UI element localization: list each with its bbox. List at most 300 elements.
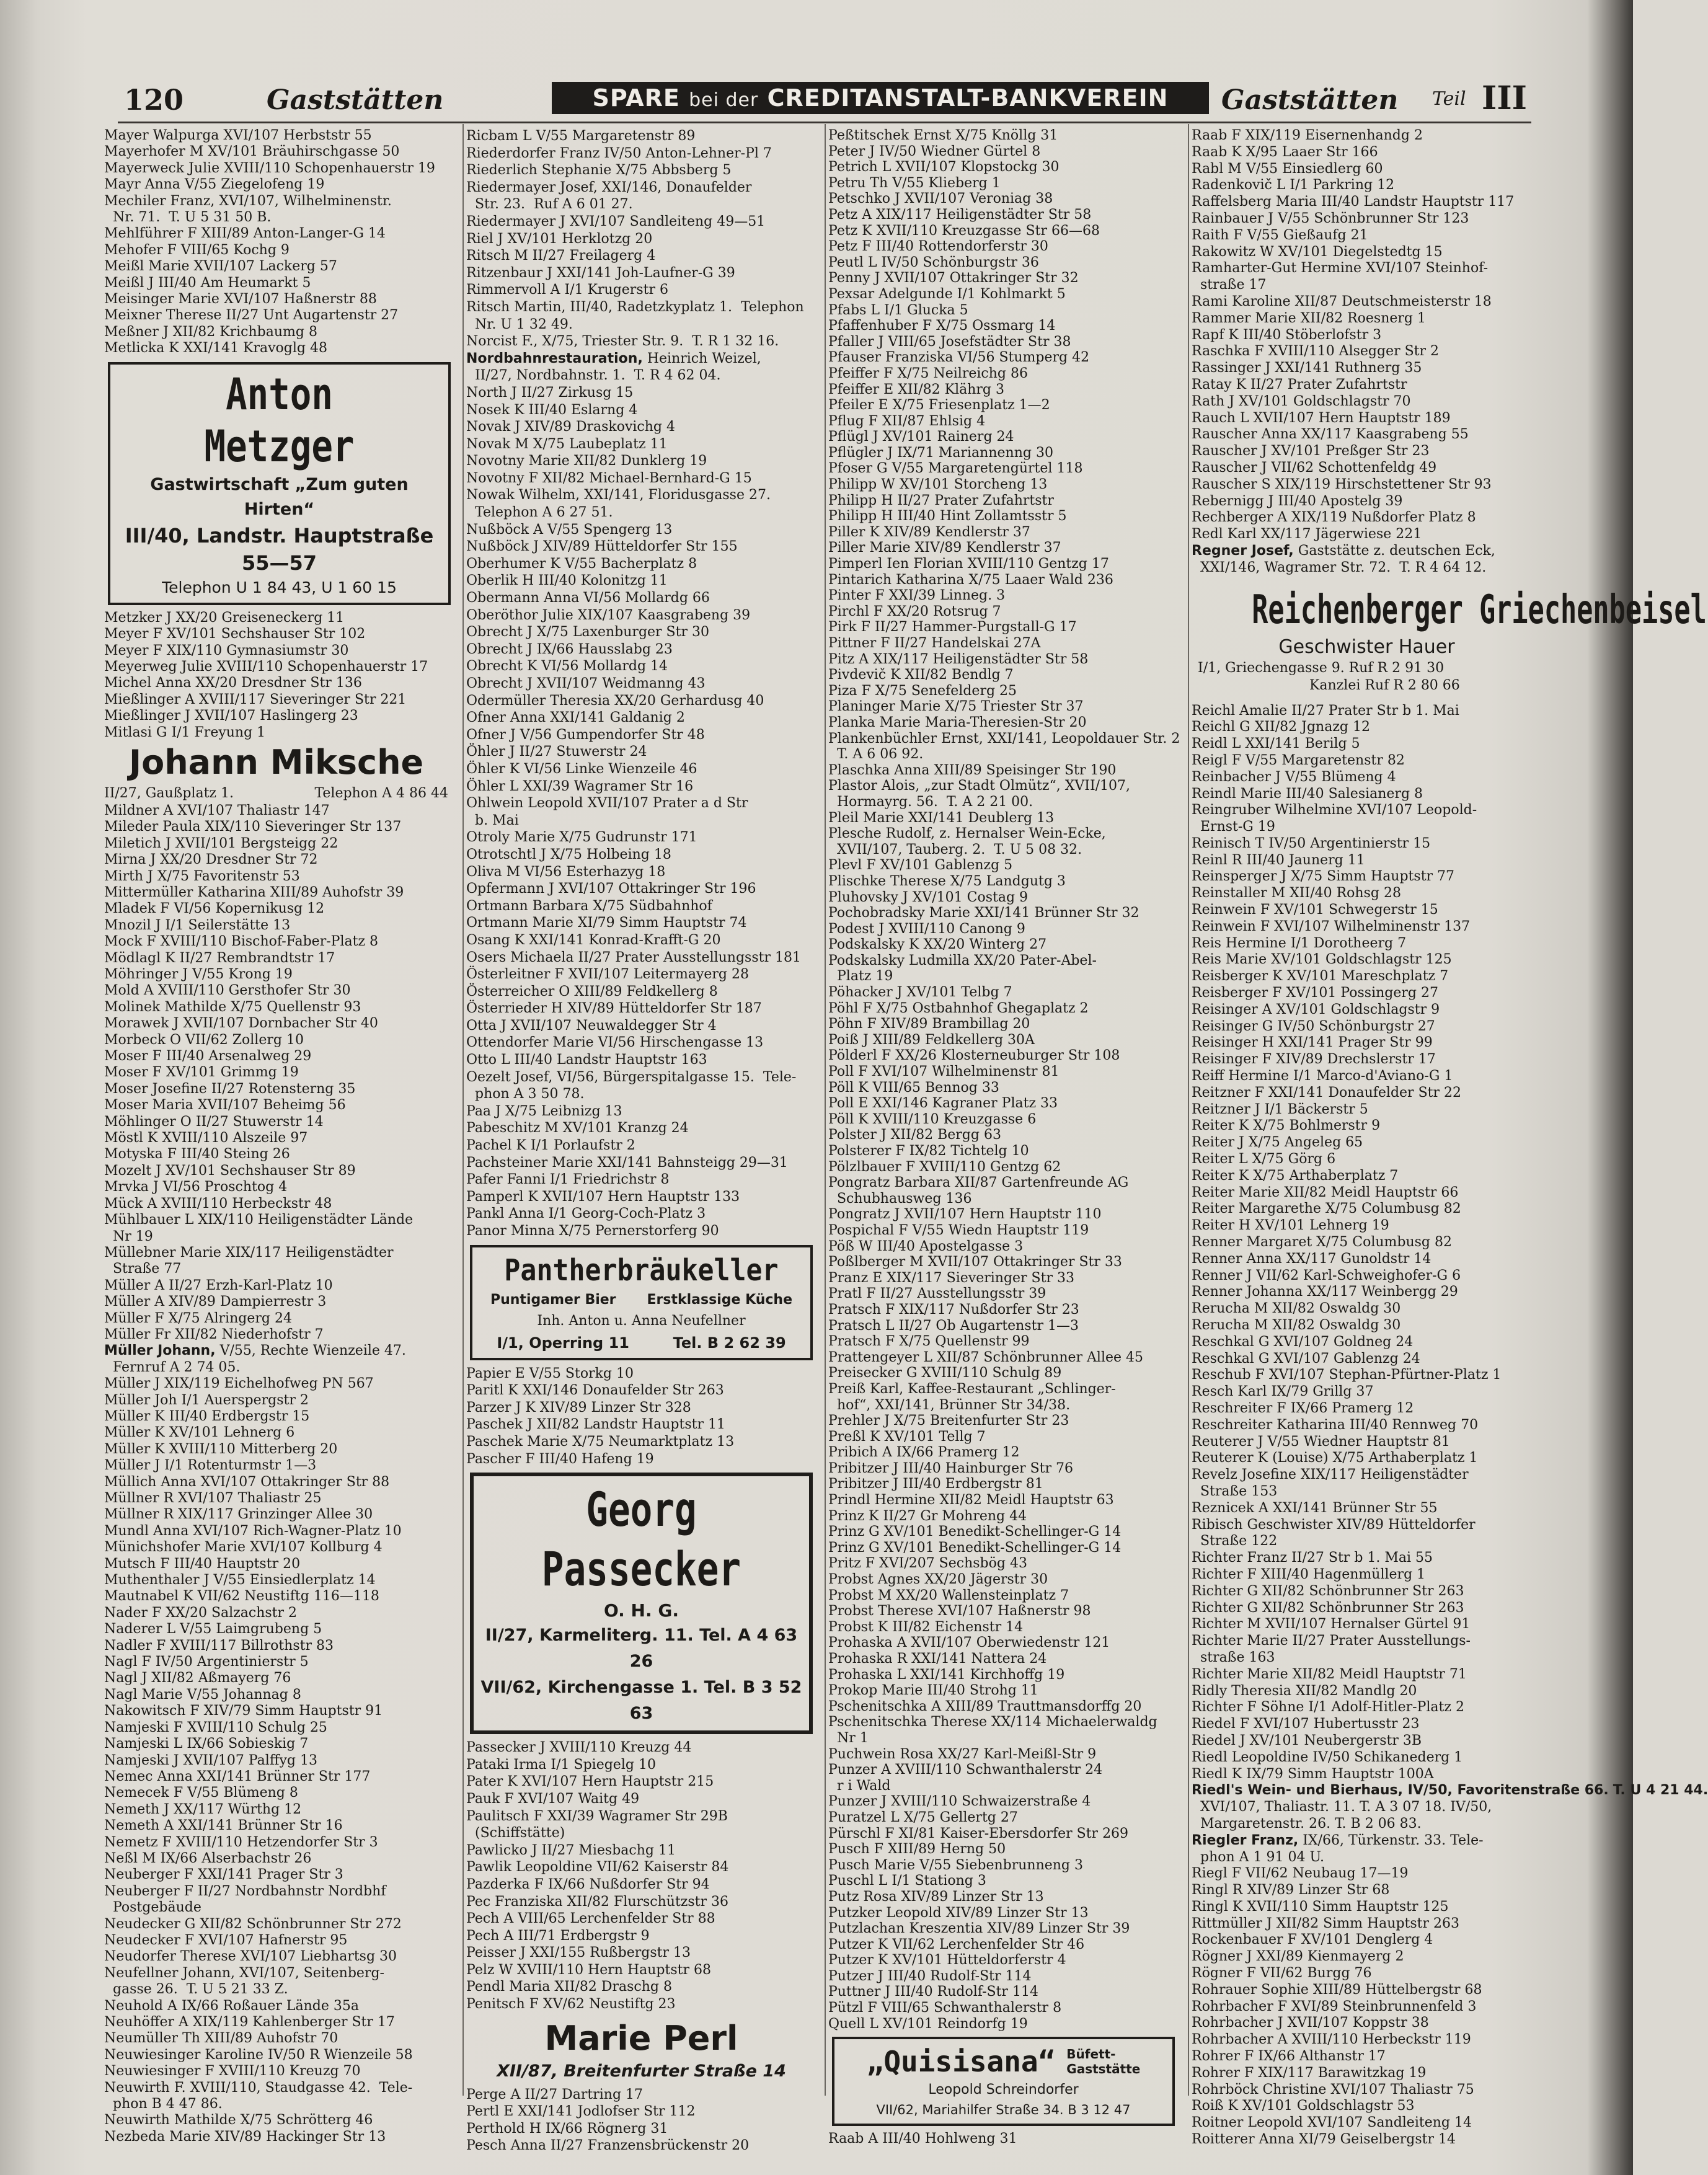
directory-entry: Richter G XII/82 Schönbrunner Str 263	[1192, 1583, 1464, 1599]
directory-entry: Riedl K IX/79 Simm Hauptstr 100A	[1192, 1766, 1434, 1782]
directory-entry: Moser Maria XVII/107 Beheimg 56	[104, 1097, 346, 1114]
advert-title: Marie Perl	[544, 2018, 738, 2058]
directory-entry: Pongratz Barbara XII/87 Gartenfreunde AG	[828, 1175, 1129, 1191]
directory-entry: Radenkovič L I/1 Parkring 12	[1192, 177, 1395, 193]
directory-entry: Reschkal G XVI/107 Goldneg 24	[1192, 1334, 1414, 1350]
directory-entry: Neuhold A IX/66 Roßauer Lände 35a	[104, 1998, 360, 2014]
directory-entry: Reuterer K (Louise) X/75 Arthaberplatz 1	[1192, 1450, 1478, 1466]
directory-entry: Neuhöffer A XIX/119 Kahlenberger Str 17	[104, 2014, 395, 2030]
advert-details	[104, 784, 454, 803]
directory-entry: Motyska F III/40 Steing 26	[104, 1146, 290, 1163]
directory-entry: Mozelt J XV/101 Sechshauser Str 89	[104, 1163, 356, 1179]
directory-entry: Oliva M VI/56 Esterhazyg 18	[466, 864, 666, 880]
directory-entry: Pamperl K XVII/107 Hern Hauptstr 133	[466, 1189, 740, 1205]
directory-entry: Probst K III/82 Eichenstr 14	[828, 1619, 1024, 1635]
directory-entry: Neuwirth Mathilde X/75 Schrötterg 46	[104, 2112, 373, 2128]
directory-entry: Postgebäude	[104, 1900, 201, 1916]
directory-entry: Reinstaller M XII/40 Rohsg 28	[1192, 885, 1401, 901]
directory-entry: Obermann Anna VI/56 Mollardg 66	[466, 590, 710, 606]
directory-entry: Nezbeda Marie XIV/89 Hackinger Str 13	[104, 2128, 386, 2145]
directory-entry: Resch Karl IX/79 Grillg 37	[1192, 1384, 1374, 1400]
advertising-banner	[552, 82, 1209, 114]
directory-entry: Odermüller Theresia XX/20 Gerhardusg 40	[466, 693, 764, 709]
directory-entry: Pfoser G V/55 Margaretengürtel 118	[828, 461, 1083, 477]
directory-entry: Rohrbacher J XVII/107 Koppstr 38	[1192, 2015, 1429, 2031]
directory-entry: Rammer Marie XII/82 Roesnerg 1	[1192, 310, 1426, 326]
entry-list	[104, 1376, 454, 2145]
entry-riedls-weinhaus	[1192, 1783, 1708, 1832]
directory-entry: Ricbam L V/55 Margaretenstr 89	[466, 128, 696, 144]
directory-entry: Telephon A 6 27 51.	[466, 505, 613, 521]
directory-entry: Pankl Anna I/1 Georg-Coch-Platz 3	[466, 1206, 706, 1222]
directory-entry: Petz K XVII/110 Kreuzgasse Str 66—68	[828, 223, 1100, 239]
directory-entry: Pratsch L II/27 Ob Augartenstr 1—3	[828, 1318, 1079, 1334]
directory-entry: Müllich Anna XVI/107 Ottakringer Str 88	[104, 1474, 390, 1490]
entry-list	[104, 128, 454, 357]
directory-entry: Preiß Karl, Kaffee-Restaurant „Schlinger-	[828, 1381, 1116, 1397]
directory-entry: Reichl Amalie II/27 Prater Str b 1. Mai	[1192, 702, 1459, 719]
directory-entry: Nagl Marie V/55 Johannag 8	[104, 1686, 301, 1703]
directory-entry: Österleitner F XVII/107 Leitermayerg 28	[466, 967, 749, 983]
directory-entry: Meßner J XII/82 Krichbaumg 8	[104, 324, 317, 340]
entry-list	[466, 2086, 816, 2155]
directory-entry: Prinz G XV/101 Benedikt-Schellinger-G 14	[828, 1539, 1122, 1556]
advert-phone: Telephon U 1 84 43, U 1 60 15	[162, 578, 397, 596]
entry-description: Gaststätte z. deutschen Eck,	[1298, 543, 1495, 559]
directory-entry: Namjeski L IX/66 Sobieskig 7	[104, 1736, 309, 1752]
advert-heading	[837, 2043, 1170, 2080]
directory-entry: Quell L XV/101 Reindorfg 19	[828, 2016, 1028, 2032]
entry-phone: Fernruf A 2 74 05.	[104, 1359, 241, 1375]
directory-entry: Reisberger K XV/101 Mareschplatz 7	[1192, 968, 1449, 985]
directory-entry: Reichl G XII/82 Jgnazg 12	[1192, 719, 1370, 735]
directory-entry: Penitsch F XV/62 Neustiftg 23	[466, 1996, 676, 2013]
directory-entry: Reinwein F XVI/107 Wilhelminenstr 137	[1192, 918, 1471, 934]
directory-entry: Putz Rosa XIV/89 Linzer Str 13	[828, 1889, 1044, 1905]
directory-entry: Neuwiesinger F XVIII/110 Kreuzg 70	[104, 2063, 361, 2080]
directory-entry: Riedel J XV/101 Neubergerstr 3B	[1192, 1732, 1422, 1748]
directory-entry: Rimmervoll A I/1 Krugerstr 6	[466, 282, 668, 298]
directory-entry: Straße 153	[1192, 1483, 1278, 1499]
entry-list	[466, 384, 816, 1240]
directory-entry: Molinek Mathilde X/75 Quellenstr 93	[104, 999, 361, 1015]
directory-entry: Raab F XIX/119 Eisernenhandg 2	[1192, 128, 1423, 143]
directory-entry: Neudecker G XII/82 Schönbrunner Str 272	[104, 1916, 402, 1932]
directory-entry: Raith F V/55 Gießaufg 21	[1192, 227, 1368, 243]
directory-entry: Rabl M V/55 Einsiedlerg 60	[1192, 161, 1383, 177]
directory-entry: Putzlachan Kreszentia XIV/89 Linzer Str 39	[828, 1921, 1130, 1937]
directory-entry: Passecker J XVIII/110 Kreuzg 44	[466, 1740, 692, 1756]
directory-entry: Pelz W XVIII/110 Hern Hauptstr 68	[466, 1962, 711, 1978]
directory-entry: Mittermüller Katharina XIII/89 Auhofstr 39	[104, 884, 404, 900]
directory-entry: Pritz F XVI/207 Sechsbög 43	[828, 1556, 1027, 1572]
directory-entry: Papier E V/55 Storkg 10	[466, 1365, 634, 1381]
directory-entry: Meixner Therese II/27 Unt Augartenstr 27	[104, 308, 399, 324]
banner-word-spare: SPARE	[592, 84, 680, 112]
directory-entry: Piller Marie XIV/89 Kendlerstr 37	[828, 540, 1061, 556]
directory-entry: Pachel K I/1 Porlaufstr 2	[466, 1138, 635, 1154]
directory-entry: Rakowitz W XV/101 Diegelstedtg 15	[1192, 244, 1443, 260]
directory-entry: Ritsch Martin, III/40, Radetzkyplatz 1. Telephon	[466, 299, 804, 315]
directory-entry: Mödlagl K II/27 Rembrandtstr 17	[104, 950, 335, 966]
entry-list	[1192, 703, 1542, 1783]
directory-entry: Puttner J III/40 Rudolf-Str 114	[828, 1984, 1038, 2000]
advert-title: Anton Metzger	[204, 368, 355, 472]
directory-entry: Riedermayer J XVI/107 Sandleiteng 49—51	[466, 213, 766, 229]
advert-phone: Tel. B 2 62 39	[673, 1334, 786, 1352]
entry-address: II/27, Nordbahnstr. 1. T. R 4 62 04.	[466, 368, 721, 384]
directory-entry: Mehofer F VIII/65 Kochg 9	[104, 242, 290, 258]
directory-entry: Pataki Irma I/1 Spiegelg 10	[466, 1756, 656, 1773]
page-header	[118, 79, 1531, 123]
directory-entry: Müller J XIX/119 Eichelhofweg PN 567	[104, 1376, 374, 1392]
directory-entry: Raffelsberg Maria III/40 Landstr Hauptstr 117	[1192, 194, 1515, 210]
directory-entry: Pschenitschka Therese XX/114 Michaelerwaldg	[828, 1714, 1157, 1730]
advert-type	[1066, 2047, 1140, 2076]
directory-entry: Pochobradsky Marie XXI/141 Brünner Str 32	[828, 905, 1139, 921]
directory-entry: Müller A XIV/89 Dampierrestr 3	[104, 1294, 327, 1310]
directory-entry: Riedel F XVI/107 Hubertusstr 23	[1192, 1716, 1420, 1732]
advert-title: Pantherbräukeller	[504, 1252, 779, 1288]
directory-entry: Philipp W XV/101 Storcheng 13	[828, 477, 1048, 493]
directory-entry: Mundl Anna XVI/107 Rich-Wagner-Platz 10	[104, 1523, 402, 1539]
directory-entry: Poll E XXI/146 Kagraner Platz 33	[828, 1096, 1058, 1112]
advert-title: Georg Passecker	[541, 1482, 741, 1597]
directory-entry: Müller K XVIII/110 Mitterberg 20	[104, 1441, 338, 1457]
directory-entry: Öhler J II/27 Stuwerstr 24	[466, 744, 647, 760]
directory-entry: Prehler J X/75 Breitenfurter Str 23	[828, 1413, 1069, 1429]
directory-entry: Nowak Wilhelm, XXI/141, Floridusgasse 27.	[466, 487, 771, 503]
directory-entry: Reiter Margarethe X/75 Columbusg 82	[1192, 1201, 1461, 1217]
directory-entry: Roiß K XV/101 Goldschlagstr 53	[1192, 2098, 1415, 2114]
advert-company-form: O. H. G.	[603, 1600, 679, 1621]
directory-entry: Reiff Hermine I/1 Marco-d'Aviano-G 1	[1192, 1068, 1453, 1084]
directory-entry: Straße 77	[104, 1261, 182, 1277]
directory-entry: Plevl F XV/101 Gablenzg 5	[828, 857, 1013, 874]
directory-entry: Pöll K VIII/65 Bennog 33	[828, 1079, 999, 1096]
directory-entry: Mirth J X/75 Favoritenstr 53	[104, 868, 300, 884]
directory-entry: Pölzlbauer F XVIII/110 Gentzg 62	[828, 1159, 1061, 1175]
directory-entry: Richter F XIII/40 Hagenmüllerg 1	[1192, 1566, 1426, 1582]
directory-entry: Pfeiffer F X/75 Neilreichg 86	[828, 365, 1028, 381]
directory-entry: Puschl L I/1 Stationg 3	[828, 1873, 986, 1889]
directory-entry: Rassinger J XXI/141 Ruthnerg 35	[1192, 360, 1422, 376]
directory-entry: Putzer K XV/101 Hütteldorferstr 4	[828, 1952, 1066, 1969]
advert-address: VII/62, Mariahilfer Straße 34. B 3 12 47	[876, 2102, 1131, 2118]
directory-entry: Nosek K III/40 Eslarng 4	[466, 402, 638, 418]
directory-entry: Polsterer F IX/82 Tichtelg 10	[828, 1143, 1029, 1159]
directory-entry: Rauscher J VII/62 Schottenfeldg 49	[1192, 459, 1437, 476]
entry-regner-josef	[1192, 543, 1542, 577]
directory-entry: Renner Johanna XX/117 Weinbergg 29	[1192, 1284, 1458, 1300]
directory-entry: Reiter L X/75 Görg 6	[1192, 1151, 1336, 1167]
directory-entry: Piza F X/75 Senefelderg 25	[828, 683, 1017, 699]
directory-entry: Reindl Marie III/40 Salesianerg 8	[1192, 786, 1423, 802]
directory-entry: Putzker Leopold XIV/89 Linzer Str 13	[828, 1905, 1089, 1921]
directory-entry: Pranz E XIX/117 Sieveringer Str 33	[828, 1270, 1074, 1286]
directory-entry: Mladek F VI/56 Kopernikusg 12	[104, 901, 325, 917]
directory-entry: Mileder Paula XIX/110 Sieveringer Str 137	[104, 819, 402, 835]
directory-entry: Pflügl J XV/101 Rainerg 24	[828, 429, 1014, 445]
directory-entry: Mayerhofer M XV/101 Bräuhirschgasse 50	[104, 144, 400, 160]
directory-entry: Nußböck A V/55 Spengerg 13	[466, 521, 673, 538]
directory-entry: Rechberger A XIX/119 Nußdorfer Platz 8	[1192, 510, 1476, 526]
entry-list	[828, 2131, 1179, 2147]
directory-entry: Osers Michaela II/27 Prater Ausstellungsstr 181	[466, 949, 801, 965]
directory-entry: Pöhn F XIV/89 Brambillag 20	[828, 1016, 1030, 1032]
advert-address: II/27, Gaußplatz 1.	[104, 785, 234, 801]
advert-title: „Quisisana“	[866, 2045, 1056, 2079]
directory-entry: Otto L III/40 Landstr Hauptstr 163	[466, 1052, 707, 1068]
directory-entry: Pluhovsky J XV/101 Costag 9	[828, 889, 1029, 905]
directory-entry: Redl Karl XX/117 Jägerwiese 221	[1192, 526, 1422, 543]
directory-entry: Reisinger G IV/50 Schönburgstr 27	[1192, 1018, 1435, 1034]
advert-line: Gastwirtschaft „Zum guten Hirten“	[150, 474, 409, 519]
directory-entry: Mock F XVIII/110 Bischof-Faber-Platz 8	[104, 934, 379, 950]
directory-entry: Richter Marie II/27 Prater Ausstellungs-	[1192, 1633, 1471, 1649]
directory-entry: Mechiler Franz, XVI/107, Wilhelminenstr.	[104, 193, 392, 209]
directory-entry: Pawlicko J II/27 Miesbachg 11	[466, 1842, 676, 1858]
entry-list	[466, 128, 816, 350]
directory-entry: Riederlich Stephanie X/75 Abbsberg 5	[466, 162, 732, 179]
directory-entry: Probst M XX/20 Wallensteinplatz 7	[828, 1587, 1069, 1603]
directory-entry: Müller K III/40 Erdbergstr 15	[104, 1408, 310, 1424]
directory-entry: Ringl R XIV/89 Linzer Str 68	[1192, 1882, 1390, 1898]
directory-entry: Pater K XVI/107 Hern Hauptstr 215	[466, 1774, 714, 1790]
directory-entry: Piller K XIV/89 Kendlerstr 37	[828, 524, 1030, 540]
directory-entry: Möstl K XVIII/110 Alszeile 97	[104, 1130, 308, 1146]
directory-entry: Münichshofer Marie XVI/107 Kollburg 4	[104, 1539, 383, 1556]
advert-address-2: VII/62, Kirchengasse 1. Tel. B 3 52 63	[480, 1678, 802, 1724]
directory-entry: Pöll K XVIII/110 Kreuzgasse 6	[828, 1111, 1037, 1127]
directory-entry: Reisberger F XV/101 Possingerg 27	[1192, 985, 1438, 1001]
directory-entry: Pivdevič K XII/82 Bendlg 7	[828, 667, 1014, 683]
directory-entry: Oberlik H III/40 Kolonitzg 11	[466, 573, 668, 589]
directory-entry: Müller Joh I/1 Auerspergstr 2	[104, 1392, 309, 1408]
advert-title: Johann Miksche	[129, 742, 424, 782]
directory-entry: Pitz A XIX/117 Heiligenstädter Str 58	[828, 651, 1089, 667]
directory-entry: Reinisch T IV/50 Argentinierstr 15	[1192, 835, 1431, 851]
directory-entry: Mießlinger A XVIII/117 Sieveringer Str 221	[104, 691, 407, 707]
directory-entry: Straße 122	[1192, 1533, 1278, 1549]
directory-entry: Ernst-G 19	[1192, 819, 1275, 835]
directory-entry: Müller J I/1 Rotenturmstr 1—3	[104, 1458, 317, 1474]
directory-entry: Pfaffenhuber F X/75 Ossmarg 14	[828, 318, 1056, 334]
directory-entry: Reschreiter Katharina III/40 Rennweg 70	[1192, 1417, 1479, 1433]
directory-entry: (Schiffstätte)	[466, 1825, 565, 1841]
directory-entry: Nr. 71. T. U 5 31 50 B.	[104, 210, 272, 226]
directory-entry: Nagl F IV/50 Argentinierstr 5	[104, 1654, 309, 1670]
directory-entry: Philipp H III/40 Hint Zollamtsstr 5	[828, 508, 1067, 525]
directory-entry: Österrieder H XIV/89 Hütteldorfer Str 187	[466, 1001, 762, 1017]
directory-entry: Probst Therese XVI/107 Haßnerstr 98	[828, 1603, 1091, 1619]
directory-entry: Nakowitsch F XIV/79 Simm Hauptstr 91	[104, 1703, 383, 1719]
directory-entry: Pribich A IX/66 Pramerg 12	[828, 1445, 1020, 1461]
directory-entry: Nemetz F XVIII/110 Hetzendorfer Str 3	[104, 1834, 378, 1850]
directory-entry: Obrecht K VI/56 Mollardg 14	[466, 658, 668, 675]
directory-entry: Reschub F XVI/107 Stephan-Pfürtner-Platz 1	[1192, 1367, 1502, 1383]
directory-entry: Otta J XVII/107 Neuwaldegger Str 4	[466, 1017, 717, 1034]
directory-entry: Hormayrg. 56. T. A 2 21 00.	[828, 794, 1033, 810]
entry-address: IX/66, Türkenstr. 33. Tele-	[1303, 1832, 1484, 1848]
directory-entry: Ritsch M II/27 Freilagerg 4	[466, 248, 656, 264]
directory-entry: Plischke Therese X/75 Landgutg 3	[828, 873, 1066, 889]
advert-address: III/40, Landstr. Hauptstraße 55—57	[125, 523, 434, 575]
directory-entry: Müller K XV/101 Lehnerg 6	[104, 1425, 295, 1441]
directory-entry: Riedl Leopoldine IV/50 Schikanederg 1	[1192, 1749, 1463, 1765]
directory-entry: Preßl K XV/101 Tellg 7	[828, 1429, 986, 1445]
directory-entry: Meißl Marie XVII/107 Lackerg 57	[104, 259, 337, 275]
directory-entry: Michel Anna XX/20 Dresdner Str 136	[104, 675, 362, 691]
entry-mueller-johann	[104, 1343, 454, 1376]
directory-entry: Morawek J XVII/107 Dornbacher Str 40	[104, 1016, 378, 1032]
directory-entry: Moser Josefine II/27 Rotensterng 35	[104, 1081, 356, 1097]
directory-entry: Riel J XV/101 Herklotzg 20	[466, 231, 653, 247]
directory-entry: Penny J XVII/107 Ottakringer Str 32	[828, 270, 1079, 286]
directory-entry: Rögner F VII/62 Burgg 76	[1192, 1965, 1372, 1982]
directory-entry: Prokop Marie III/40 Strohg 11	[828, 1683, 1038, 1699]
directory-entry: Richter Franz II/27 Str b 1. Mai 55	[1192, 1550, 1433, 1566]
directory-entry: Pratl F II/27 Ausstellungsstr 39	[828, 1286, 1046, 1302]
directory-entry: Pratsch F XIX/117 Nußdorfer Str 23	[828, 1301, 1079, 1318]
directory-entry: Reitzner F XXI/141 Donaufelder Str 22	[1192, 1084, 1461, 1101]
directory-entry: phon A 3 50 78.	[466, 1086, 585, 1102]
directory-entry: Plaschka Anna XIII/89 Speisinger Str 190	[828, 762, 1117, 778]
directory-entry: Plankenbüchler Ernst, XXI/141, Leopoldauer Str. 2	[828, 730, 1180, 746]
header-rule	[118, 122, 1531, 123]
directory-entry: Rauch L XVII/107 Hern Hauptstr 189	[1192, 410, 1451, 426]
entry-nordbahnrestauration	[466, 350, 816, 384]
directory-entry: Pintarich Katharina X/75 Laaer Wald 236	[828, 572, 1113, 588]
directory-entry: Rauscher Anna XX/117 Kaasgrabeng 55	[1192, 427, 1469, 443]
directory-entry: Revelz Josefine XIX/117 Heiligenstädter	[1192, 1467, 1469, 1483]
directory-entry: Neuwirth F. XVIII/110, Staudgasse 42. Tele-	[104, 2080, 413, 2096]
directory-entry: Reinwein F XV/101 Schwegerstr 15	[1192, 902, 1438, 918]
directory-entry: Pfeiffer E XII/82 Klährg 3	[828, 381, 1005, 397]
directory-entry: Neufellner Johann, XVI/107, Seitenberg-	[104, 1965, 384, 1981]
directory-entry: Neuwiesinger Karoline IV/50 R Wienzeile 58	[104, 2047, 413, 2063]
directory-entry: Nemeth A XXI/141 Brünner Str 16	[104, 1818, 343, 1834]
advert-address-1: II/27, Karmeliterg. 11. Tel. A 4 63 26	[485, 1626, 798, 1672]
advert-contact	[475, 1332, 808, 1354]
directory-entry: Neumüller Th XIII/89 Auhofstr 70	[104, 2031, 339, 2047]
directory-entry: Rerucha M XII/82 Oswaldg 30	[1192, 1301, 1401, 1317]
directory-entry: Puratzel L X/75 Gellertg 27	[828, 1809, 1018, 1825]
directory-entry: Putzer K VII/62 Lerchenfelder Str 46	[828, 1936, 1085, 1952]
directory-entry: Petrich L XVII/107 Klopstockg 30	[828, 159, 1060, 175]
directory-entry: Pascher F III/40 Hafeng 19	[466, 1451, 654, 1467]
directory-entry: Petschko J XVII/107 Veroniag 38	[828, 191, 1053, 207]
directory-entry: Pflügler J IX/71 Mariannenng 30	[828, 445, 1053, 461]
directory-entry: Mutsch F III/40 Hauptstr 20	[104, 1556, 301, 1572]
directory-entry: Parzer J K XIV/89 Linzer Str 328	[466, 1399, 691, 1415]
directory-entry: Reigl F V/55 Margaretenstr 82	[1192, 752, 1405, 768]
directory-entry: Miletich J XVII/101 Bergsteigg 22	[104, 835, 339, 851]
advert-owner: Geschwister Hauer	[1278, 636, 1455, 658]
directory-entry: Plesche Rudolf, z. Hernalser Wein-Ecke,	[828, 826, 1106, 842]
directory-entry: Müllebner Marie XIX/117 Heiligenstädter	[104, 1244, 394, 1260]
directory-entry: hof“, XXI/141, Brünner Str 34/38.	[828, 1397, 1071, 1413]
directory-entry: Moser F III/40 Arsenalweg 29	[104, 1048, 312, 1065]
directory-entry: Platz 19	[828, 968, 893, 985]
directory-entry: Mück A XVIII/110 Herbeckstr 48	[104, 1195, 332, 1212]
directory-entry: Pech A VIII/65 Lerchenfelder Str 88	[466, 1911, 715, 1927]
directory-entry: Ottendorfer Marie VI/56 Hirschengasse 13	[466, 1035, 764, 1051]
directory-entry: Polster J XII/82 Bergg 63	[828, 1127, 1001, 1143]
directory-entry: Pöß W III/40 Apostelgasse 3	[828, 1238, 1024, 1254]
directory-entry: Nemec Anna XXI/141 Brünner Str 177	[104, 1768, 371, 1784]
entry-phone: phon A 1 91 04 U.	[1192, 1849, 1325, 1865]
directory-entry: Reis Hermine I/1 Dorotheerg 7	[1192, 935, 1407, 951]
directory-entry: Podskalsky Ludmilla XX/20 Pater-Abel-	[828, 952, 1097, 968]
advert-address: I/1, Operring 11	[497, 1334, 629, 1352]
directory-entry: Pimperl Ien Florian XVIII/110 Gentzg 17	[828, 556, 1109, 572]
directory-entry: r i Wald	[828, 1778, 891, 1794]
directory-entry: Nagl J XII/82 Aßmayerg 76	[104, 1670, 291, 1686]
directory-entry: Pribitzer J III/40 Erdbergstr 81	[828, 1476, 1043, 1492]
directory-entry: straße 163	[1192, 1649, 1275, 1665]
directory-entry: Naderer L V/55 Laimgrubeng 5	[104, 1621, 322, 1637]
directory-entry: Müller Fr XII/82 Niederhofstr 7	[104, 1326, 324, 1342]
directory-entry: Reschreiter F IX/66 Pramerg 12	[1192, 1400, 1414, 1416]
entry-list	[466, 1365, 816, 1468]
directory-entry: Nußböck J XIV/89 Hütteldorfer Str 155	[466, 539, 738, 555]
entry-branch: XVI/107, Thaliastr. 11. T. A 3 07 18. IV/50,	[1192, 1799, 1492, 1815]
directory-entry: Mrvka J VI/56 Proschtog 4	[104, 1179, 288, 1195]
directory-entry: Rapf K III/40 Stöberlofstr 3	[1192, 327, 1382, 343]
directory-entry: phon B 4 47 86.	[104, 2096, 223, 2112]
directory-entry: Roitterer Anna XI/79 Geiselbergstr 14	[1192, 2132, 1456, 2148]
directory-entry: Mitlasi G I/1 Freyung 1	[104, 724, 266, 740]
directory-entry: Mießlinger J XVII/107 Haslingerg 23	[104, 708, 358, 724]
directory-entry: Pertl E XXI/141 Jodlofser Str 112	[466, 2104, 696, 2120]
directory-entry: Rockenbauer F XV/101 Denglerg 4	[1192, 1932, 1433, 1948]
directory-entry: Müller A II/27 Erzh-Karl-Platz 10	[104, 1277, 333, 1293]
entry-list	[828, 128, 1179, 2032]
directory-entry: Pesch Anna II/27 Franzensbrückenstr 20	[466, 2138, 750, 2154]
directory-entry: Reiter K X/75 Arthaberplatz 7	[1192, 1167, 1399, 1184]
part-numeral: III	[1482, 79, 1527, 117]
directory-entry: Poßlberger M XVII/107 Ottakringer Str 33	[828, 1254, 1122, 1270]
directory-entry: Plastor Alois, „zur Stadt Olmütz“, XVII/107,	[828, 778, 1131, 794]
directory-entry: Raab K X/95 Laaer Str 166	[1192, 144, 1378, 160]
directory-entry: Pinter F XXI/39 Linneg. 3	[828, 588, 1006, 604]
directory-entry: Reznicek A XXI/141 Brünner Str 55	[1192, 1500, 1438, 1516]
directory-entry: Norcist F., X/75, Triester Str. 9. T. R 1 32 16.	[466, 334, 779, 350]
directory-entry: Perthold H IX/66 Rögnerg 31	[466, 2120, 668, 2137]
directory-entry: gasse 26. T. U 5 21 33 Z.	[104, 1982, 288, 1998]
directory-entry: Rami Karoline XII/87 Deutschmeisterstr 18	[1192, 293, 1492, 309]
entry-list	[104, 803, 454, 1343]
directory-entry: Rebernigg J III/40 Apostelg 39	[1192, 493, 1403, 509]
directory-entry: Petz A XIX/117 Heiligenstädter Str 58	[828, 206, 1092, 223]
directory-entry: Peutl L IV/50 Schönburgstr 36	[828, 254, 1039, 270]
directory-entry: Ribisch Geschwister XIV/89 Hütteldorfer	[1192, 1517, 1476, 1533]
directory-entry: Petz F III/40 Rottendorferstr 30	[828, 239, 1048, 255]
directory-entry: Riegl F VII/62 Neubaug 17—19	[1192, 1866, 1409, 1882]
directory-entry: Prinz K II/27 Gr Mohreng 44	[828, 1508, 1027, 1524]
directory-entry: Obrecht J IX/66 Hausslabg 23	[466, 641, 673, 657]
directory-entry: Pirk F II/27 Hammer-Purgstall-G 17	[828, 619, 1077, 636]
directory-entry: Pawlik Leopoldine VII/62 Kaiserstr 84	[466, 1859, 729, 1876]
directory-entry: Öhler K VI/56 Linke Wienzeile 46	[466, 761, 697, 777]
directory-entry: Rohrer F IX/66 Althanstr 17	[1192, 2049, 1386, 2065]
directory-entry: Pec Franziska XII/82 Flurschützstr 36	[466, 1894, 729, 1910]
directory-entry: Mold A XVIII/110 Gersthofer Str 30	[104, 983, 351, 999]
directory-entry: Neuberger F II/27 Nordbahnstr Nordbhf	[104, 1883, 386, 1899]
advert-owner: Inh. Anton u. Anna Neufellner	[537, 1313, 746, 1329]
directory-entry: Paulitsch F XXI/39 Wagramer Str 29B	[466, 1808, 728, 1824]
